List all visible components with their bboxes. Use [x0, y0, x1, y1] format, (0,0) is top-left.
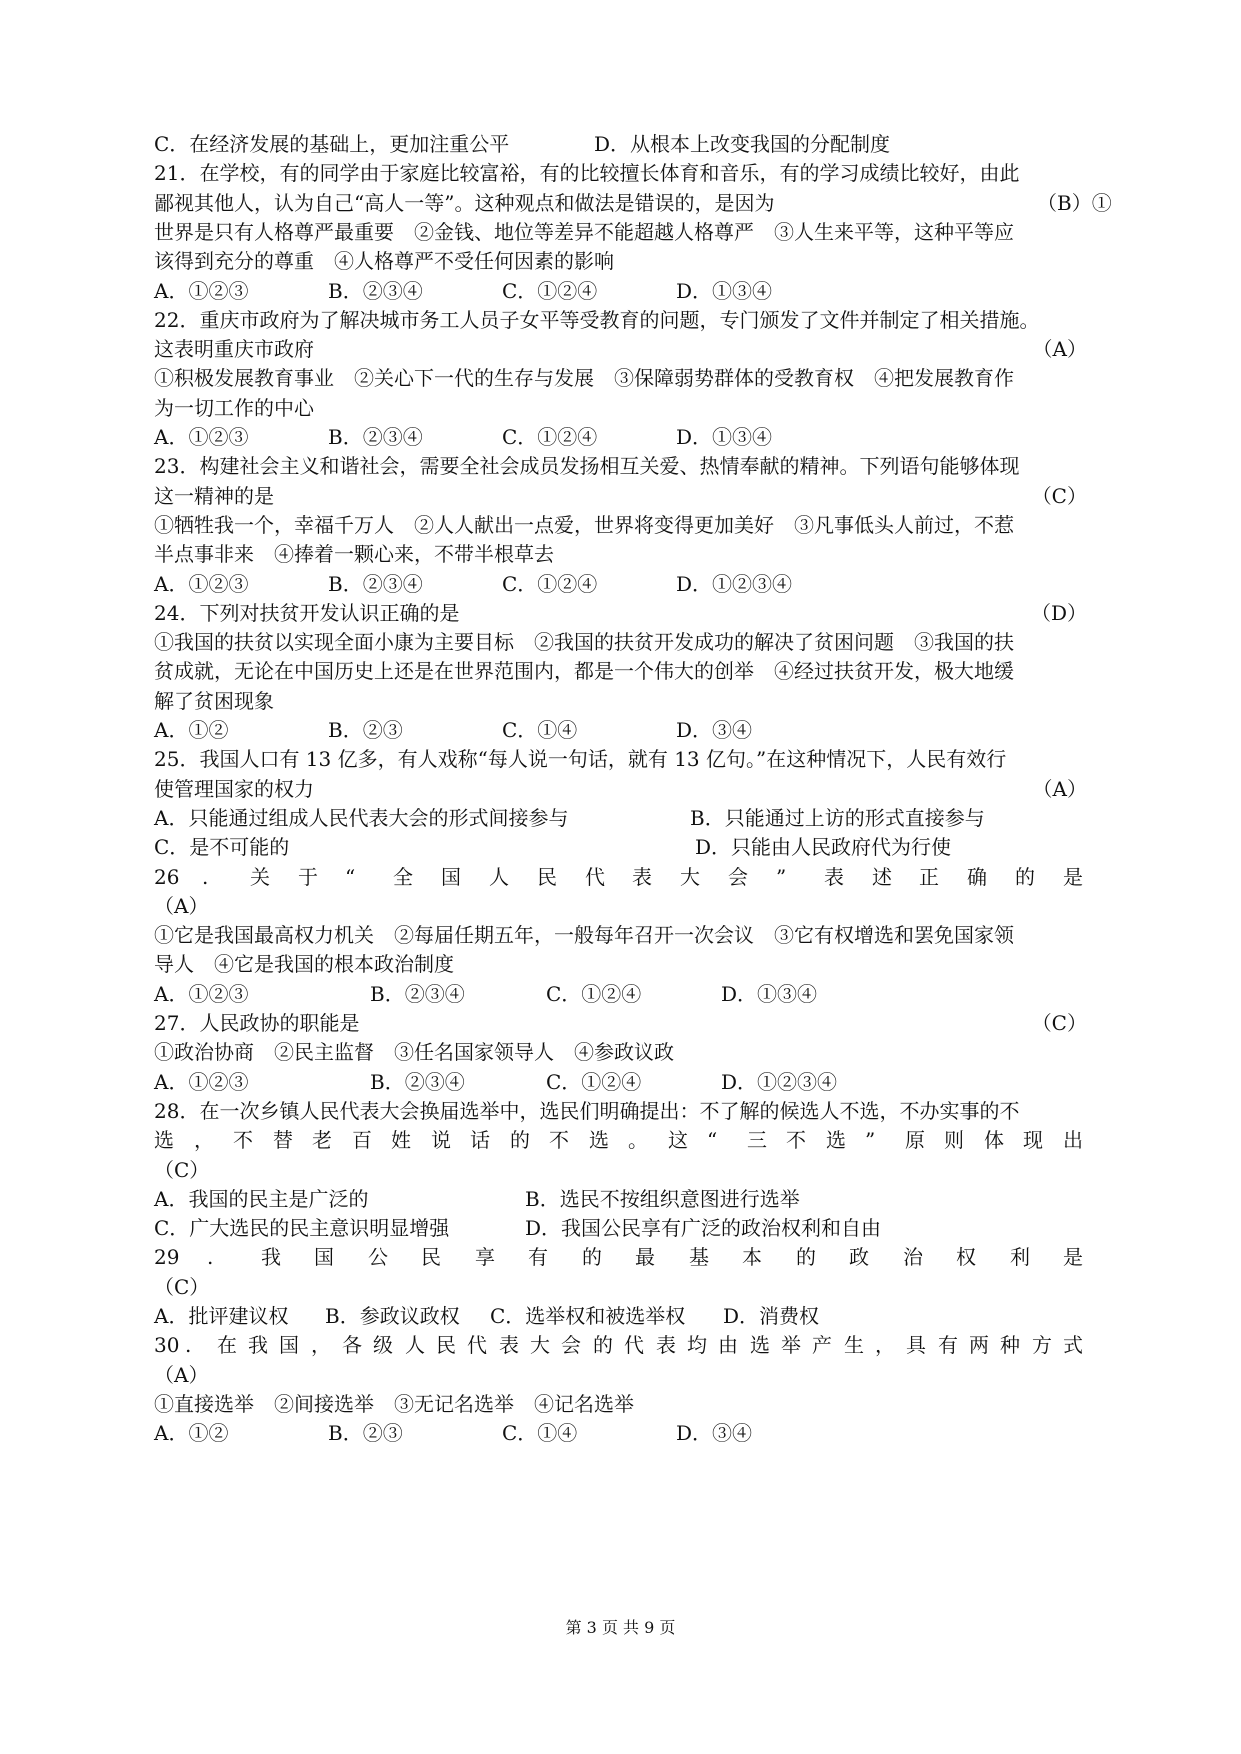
line-text: （A）	[154, 894, 209, 918]
line-segment: 会	[728, 865, 748, 889]
line-segment: D．只能由人民政府代为行使	[695, 835, 952, 859]
line-text: （C）	[154, 1275, 210, 1299]
line-segment: 。	[628, 1128, 648, 1152]
line-segment: 种	[1000, 1333, 1020, 1357]
text-line	[0, 686, 1241, 716]
line-segment: A．只能通过组成人民代表大会的形式间接参与	[154, 806, 569, 830]
line-segment: 百	[352, 1128, 372, 1152]
line-segment: ，	[311, 1333, 331, 1357]
line-segment: C．选举权和被选举权	[490, 1304, 686, 1328]
line-segment: 基	[689, 1245, 709, 1269]
line-text: 为一切工作的中心	[154, 396, 314, 420]
line-segment: B．②③	[328, 1421, 403, 1445]
line-text: 23．构建社会主义和谐社会，需要全社会成员发扬相互关爱、热情奉献的精神。下列语句能够体现	[154, 454, 1020, 478]
line-segment: A．①②③	[154, 572, 249, 596]
line-segment: 举	[781, 1333, 801, 1357]
line-segment: C．在经济发展的基础上，更加注重公平	[154, 132, 510, 156]
text-line	[0, 1418, 1241, 1448]
line-segment: ”	[776, 865, 787, 889]
line-segment: 各	[342, 1333, 362, 1357]
text-line	[0, 129, 1241, 159]
line-segment: 我	[261, 1245, 281, 1269]
line-segment: 则	[944, 1128, 964, 1152]
line-segment: 两	[969, 1333, 989, 1357]
line-segment: 这	[668, 1128, 688, 1152]
text-line	[0, 158, 1241, 188]
line-segment: “	[345, 865, 356, 889]
line-segment: D．①②③④	[676, 572, 793, 596]
line-segment: D．①②③④	[721, 1070, 838, 1094]
text-line	[0, 276, 1241, 306]
line-text: 导人 ④它是我国的根本政治制度	[154, 952, 454, 976]
line-segment: 29	[154, 1245, 180, 1269]
line-segment: B．参政议政权	[325, 1304, 460, 1328]
text-line	[0, 774, 1241, 804]
text-line	[0, 1242, 1241, 1272]
line-segment: 我	[248, 1333, 268, 1357]
line-segment: D．③④	[676, 718, 753, 742]
line-segment: “	[707, 1128, 718, 1152]
line-text: （A）	[154, 1363, 209, 1387]
line-segment: .	[202, 865, 209, 889]
text-line	[0, 1213, 1241, 1243]
line-segment: 现	[1023, 1128, 1043, 1152]
text-line	[0, 1330, 1241, 1360]
text-line	[0, 862, 1241, 892]
line-segment: 26	[154, 865, 180, 889]
line-segment: 三	[747, 1128, 767, 1152]
line-segment: 选	[826, 1128, 846, 1152]
page-footer: 第 3 页 共 9 页	[565, 1618, 676, 1637]
line-segment: 的	[593, 1333, 613, 1357]
line-segment: C．①②④	[502, 572, 598, 596]
line-text: 鄙视其他人，认为自己“高人一等”。这种观点和做法是错误的，是因为	[154, 191, 775, 215]
line-segment: 于	[298, 865, 318, 889]
text-line	[0, 744, 1241, 774]
line-segment: 原	[905, 1128, 925, 1152]
line-segment: D．从根本上改变我国的分配制度	[594, 132, 891, 156]
text-line	[0, 422, 1241, 452]
line-segment: 表	[656, 1333, 676, 1357]
line-segment: B．②③④	[370, 1070, 465, 1094]
line-segment: A．我国的民主是广泛的	[154, 1187, 369, 1211]
line-segment: 产	[812, 1333, 832, 1357]
line-segment: B．②③④	[328, 279, 423, 303]
line-text: ①政治协商 ②民主监督 ③任名国家领导人 ④参政议政	[154, 1040, 674, 1064]
line-segment: C．①②④	[502, 425, 598, 449]
text-line	[0, 1184, 1241, 1214]
text-line	[0, 246, 1241, 276]
text-line	[0, 1389, 1241, 1419]
line-segment: 表	[632, 865, 652, 889]
line-segment: D．③④	[676, 1421, 753, 1445]
line-segment: 最	[635, 1245, 655, 1269]
line-segment: C．①②④	[546, 982, 642, 1006]
line-segment: 民	[436, 1333, 456, 1357]
line-segment: 话	[470, 1128, 490, 1152]
answer-key: （B）①	[1037, 191, 1112, 215]
line-segment: D．①③④	[721, 982, 818, 1006]
text-line	[0, 656, 1241, 686]
line-segment: 不	[786, 1128, 806, 1152]
line-text: 28．在一次乡镇人民代表大会换届选举中，选民们明确提出：不了解的候选人不选，不办实事的不	[154, 1099, 1020, 1123]
line-segment: 表	[499, 1333, 519, 1357]
line-segment: A．①②③	[154, 982, 249, 1006]
line-segment: 式	[1063, 1333, 1083, 1357]
text-line	[0, 334, 1241, 364]
line-segment: 政	[849, 1245, 869, 1269]
text-line	[0, 539, 1241, 569]
line-segment: 姓	[391, 1128, 411, 1152]
line-segment: ”	[865, 1128, 876, 1152]
line-segment: C．是不可能的	[154, 835, 290, 859]
line-segment: 的	[510, 1128, 530, 1152]
line-segment: D．我国公民享有广泛的政治权利和自由	[525, 1216, 882, 1240]
line-segment: 表	[824, 865, 844, 889]
line-segment: 的	[582, 1245, 602, 1269]
line-segment: 公	[368, 1245, 388, 1269]
line-segment: 出	[1063, 1128, 1083, 1152]
text-line	[0, 1008, 1241, 1038]
text-line	[0, 1067, 1241, 1097]
line-segment: A．①②③	[154, 425, 249, 449]
line-segment: 国	[441, 865, 461, 889]
line-segment: 民	[537, 865, 557, 889]
line-segment: 代	[585, 865, 605, 889]
line-segment: 国	[314, 1245, 334, 1269]
line-segment: 不	[233, 1128, 253, 1152]
answer-key: （A）	[1032, 777, 1087, 801]
line-segment: B．选民不按组织意图进行选举	[525, 1187, 800, 1211]
text-line	[0, 481, 1241, 511]
line-segment: 方	[1032, 1333, 1052, 1357]
line-segment: D．①③④	[676, 425, 773, 449]
line-segment: 代	[467, 1333, 487, 1357]
line-segment: 替	[273, 1128, 293, 1152]
answer-key: （D）	[1030, 601, 1087, 625]
line-segment: 治	[903, 1245, 923, 1269]
text-line	[0, 803, 1241, 833]
answer-key: （A）	[1032, 337, 1087, 361]
line-text: 22．重庆市政府为了解决城市务工人员子女平等受教育的问题，专门颁发了文件并制定了相关措施。	[154, 308, 1040, 332]
line-text: 半点事非来 ④捧着一颗心来，不带半根草去	[154, 542, 554, 566]
line-segment: 的	[1015, 865, 1035, 889]
line-segment: 人	[489, 865, 509, 889]
line-segment: 是	[1063, 1245, 1083, 1269]
line-segment: 由	[718, 1333, 738, 1357]
line-segment: 正	[919, 865, 939, 889]
line-text: ①积极发展教育事业 ②关心下一代的生存与发展 ③保障弱势群体的受教育权 ④把发展教育作	[154, 366, 1014, 390]
line-segment: 有	[938, 1333, 958, 1357]
line-segment: 选	[750, 1333, 770, 1357]
line-segment: 代	[624, 1333, 644, 1357]
text-line	[0, 979, 1241, 1009]
line-segment: B．②③④	[328, 425, 423, 449]
line-segment: 会	[561, 1333, 581, 1357]
line-segment: 大	[530, 1333, 550, 1357]
line-text: （C）	[154, 1158, 210, 1182]
line-segment: 在	[217, 1333, 237, 1357]
line-segment: 30	[154, 1333, 180, 1357]
line-segment: 生	[844, 1333, 864, 1357]
line-text: 这表明重庆市政府	[154, 337, 314, 361]
text-line	[0, 217, 1241, 247]
line-segment: B．②③④	[370, 982, 465, 1006]
text-line	[0, 1155, 1241, 1185]
text-line	[0, 1360, 1241, 1390]
text-line	[0, 363, 1241, 393]
line-text: 25．我国人口有 13 亿多，有人戏称“每人说一句话，就有 13 亿句。”在这种情况下，人民有效行	[154, 747, 1007, 771]
line-text: 解了贫困现象	[154, 689, 274, 713]
line-segment: 人	[405, 1333, 425, 1357]
line-segment: 述	[872, 865, 892, 889]
line-segment: 选	[154, 1128, 174, 1152]
line-segment: A．①②③	[154, 1070, 249, 1094]
line-segment: 关	[250, 865, 270, 889]
line-segment: C．①④	[502, 718, 578, 742]
line-segment: B．②③	[328, 718, 403, 742]
line-segment: ，	[875, 1333, 895, 1357]
line-segment: 有	[528, 1245, 548, 1269]
line-segment: ，	[194, 1128, 214, 1152]
line-text: 贫成就，无论在中国历史上还是在世界范围内，都是一个伟大的创举 ④经过扶贫开发，极大地缓	[154, 659, 1014, 683]
text-line	[0, 1301, 1241, 1331]
line-segment: B．②③④	[328, 572, 423, 596]
text-line	[0, 832, 1241, 862]
line-segment: D．消费权	[723, 1304, 820, 1328]
line-segment: 国	[279, 1333, 299, 1357]
line-segment: 享	[475, 1245, 495, 1269]
line-segment: C．广大选民的民主意识明显增强	[154, 1216, 450, 1240]
line-text: ①直接选举 ②间接选举 ③无记名选举 ④记名选举	[154, 1392, 634, 1416]
line-text: 这一精神的是	[154, 484, 274, 508]
line-segment: 是	[1063, 865, 1083, 889]
line-segment: C．①②④	[502, 279, 598, 303]
line-segment: A．①②	[154, 1421, 229, 1445]
text-line	[0, 188, 1241, 218]
line-segment: 级	[373, 1333, 393, 1357]
line-segment: 老	[312, 1128, 332, 1152]
text-line	[0, 393, 1241, 423]
text-line	[0, 598, 1241, 628]
line-segment: D．①③④	[676, 279, 773, 303]
line-segment: 说	[431, 1128, 451, 1152]
line-segment: 的	[796, 1245, 816, 1269]
text-line	[0, 305, 1241, 335]
line-text: 世界是只有人格尊严最重要 ②金钱、地位等差异不能超越人格尊严 ③人生来平等，这种平等应	[154, 220, 1014, 244]
text-line	[0, 715, 1241, 745]
text-line	[0, 949, 1241, 979]
line-segment: A．①②③	[154, 279, 249, 303]
line-segment: .	[207, 1245, 214, 1269]
answer-key: （C）	[1031, 1011, 1087, 1035]
line-segment: 选	[589, 1128, 609, 1152]
line-segment: 不	[549, 1128, 569, 1152]
line-segment: C．①②④	[546, 1070, 642, 1094]
line-segment: 确	[967, 865, 987, 889]
line-segment: 权	[956, 1245, 976, 1269]
text-line	[0, 1096, 1241, 1126]
text-line	[0, 1125, 1241, 1155]
text-line	[0, 891, 1241, 921]
answer-key: （C）	[1031, 484, 1087, 508]
line-segment: 均	[687, 1333, 707, 1357]
line-text: 使管理国家的权力	[154, 777, 314, 801]
line-segment: A．①②	[154, 718, 229, 742]
text-line	[0, 569, 1241, 599]
line-text: 21．在学校，有的同学由于家庭比较富裕，有的比较擅长体育和音乐，有的学习成绩比较好，由此	[154, 161, 1020, 185]
line-text: 该得到充分的尊重 ④人格尊严不受任何因素的影响	[154, 249, 614, 273]
line-text: ①牺牲我一个，幸福千万人 ②人人献出一点爱，世界将变得更加美好 ③凡事低头人前过，不惹	[154, 513, 1014, 537]
text-line	[0, 627, 1241, 657]
line-segment: 具	[906, 1333, 926, 1357]
line-segment: 利	[1010, 1245, 1030, 1269]
line-segment: 本	[742, 1245, 762, 1269]
text-line	[0, 920, 1241, 950]
line-text: 27．人民政协的职能是	[154, 1011, 360, 1035]
line-text: ①它是我国最高权力机关 ②每届任期五年，一般每年召开一次会议 ③它有权增选和罢免国家领	[154, 923, 1014, 947]
text-line	[0, 510, 1241, 540]
text-line	[0, 1272, 1241, 1302]
text-line	[0, 451, 1241, 481]
line-segment: 体	[984, 1128, 1004, 1152]
line-segment: C．①④	[502, 1421, 578, 1445]
line-segment: 民	[421, 1245, 441, 1269]
line-segment: .	[185, 1333, 192, 1357]
line-text: 24．下列对扶贫开发认识正确的是	[154, 601, 460, 625]
line-segment: 全	[393, 865, 413, 889]
line-segment: 大	[680, 865, 700, 889]
text-line	[0, 1037, 1241, 1067]
line-segment: A．批评建议权	[154, 1304, 289, 1328]
line-segment: B．只能通过上访的形式直接参与	[690, 806, 985, 830]
line-text: ①我国的扶贫以实现全面小康为主要目标 ②我国的扶贫开发成功的解决了贫困问题 ③我国的扶	[154, 630, 1014, 654]
